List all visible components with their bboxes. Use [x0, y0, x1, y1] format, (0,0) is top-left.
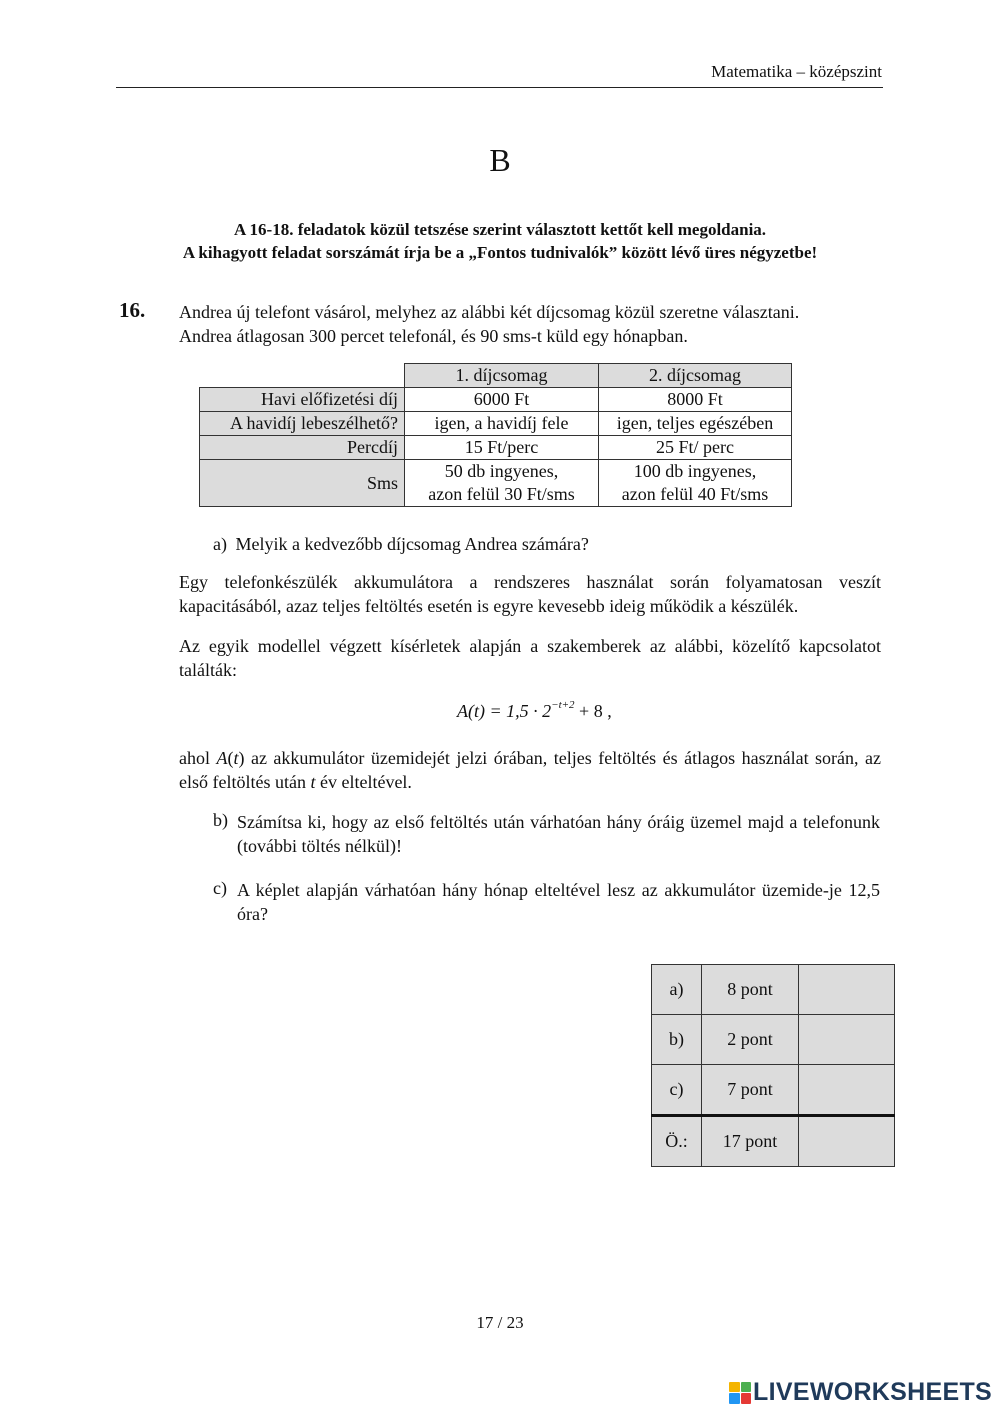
score-row	[652, 965, 895, 1015]
task-number: 16.	[119, 298, 146, 322]
logo-text: LIVEWORKSHEETS	[753, 1378, 992, 1406]
table-cell: 15 Ft/perc	[405, 436, 599, 460]
header-title: Matematika – középszint	[711, 62, 882, 81]
column-header-package-2: 2. díjcsomag	[599, 364, 792, 388]
score-row	[652, 1065, 895, 1116]
def-var: t	[233, 748, 239, 768]
package-table	[199, 363, 792, 507]
score-total-row	[652, 1116, 895, 1167]
score-label: Ö.:	[652, 1116, 702, 1167]
formula	[457, 701, 612, 722]
def-text: ) az akkumulátor üzemidejét jelzi órában, teljes feltöltés és átlagos használat során, az első feltöltés után	[179, 748, 881, 792]
def-text: ahol	[179, 748, 217, 768]
liveworksheets-logo[interactable]	[729, 1378, 992, 1407]
row-header: A havidíj lebeszélhető?	[200, 412, 405, 436]
def-text: (	[227, 748, 234, 768]
row-header: Havi előfizetési díj	[200, 388, 405, 412]
instructions-line-1: A 16-18. feladatok közül tetszése szerint választott kettőt kell megoldania.	[233, 220, 767, 239]
logo-square	[729, 1382, 740, 1393]
table-row	[200, 388, 792, 412]
score-entry-cell[interactable]	[799, 1116, 895, 1167]
instructions	[100, 218, 900, 264]
table-row	[200, 436, 792, 460]
cell-line: azon felül 40 Ft/sms	[621, 484, 769, 504]
score-entry-cell[interactable]	[799, 965, 895, 1015]
question-a	[213, 532, 589, 556]
score-label: b)	[652, 1015, 702, 1065]
cell-line: 50 db ingyenes,	[444, 461, 559, 481]
table-cell: igen, a havidíj fele	[405, 412, 599, 436]
logo-square	[729, 1393, 740, 1404]
header-rule	[116, 87, 883, 88]
cell-line: 100 db ingyenes,	[633, 461, 757, 481]
page-number: 17 / 23	[476, 1313, 524, 1332]
logo-square	[741, 1382, 752, 1393]
paragraph-definition	[179, 746, 881, 794]
logo-squares-icon	[729, 1382, 751, 1404]
score-points: 2 pont	[702, 1015, 799, 1065]
table-cell: 8000 Ft	[599, 388, 792, 412]
score-entry-cell[interactable]	[799, 1015, 895, 1065]
formula-rhs: + 8 ,	[574, 701, 612, 721]
cell-line: azon felül 30 Ft/sms	[428, 484, 575, 504]
table-row	[200, 412, 792, 436]
section-letter: B	[489, 142, 511, 178]
question-a-text: Melyik a kedvezőbb díjcsomag Andrea számára?	[235, 534, 589, 554]
table-cell	[405, 460, 599, 507]
instructions-line-2: A kihagyott feladat sorszámát írja be a „Fontos tudnivalók” között lévő üres négyzetbe!	[182, 243, 818, 262]
logo-square	[741, 1393, 752, 1404]
table-header-row	[200, 364, 792, 388]
intro-line-2: Andrea átlagosan 300 percet telefonál, és 90 sms-t küld egy hónapban.	[179, 326, 688, 346]
table-cell: 6000 Ft	[405, 388, 599, 412]
question-c-text: A képlet alapján várhatóan hány hónap elteltével lesz az akkumulátor üzemide-je 12,5 óra?	[237, 880, 880, 924]
row-header: Percdíj	[200, 436, 405, 460]
score-points: 17 pont	[702, 1116, 799, 1167]
column-header-package-1: 1. díjcsomag	[405, 364, 599, 388]
paragraph-experiment: Az egyik modellel végzett kísérletek alapján a szakemberek az alábbi, közelítő kapcsolatot találták:	[179, 636, 881, 680]
score-label: a)	[652, 965, 702, 1015]
formula-lhs: A(t) = 1,5 · 2	[457, 701, 552, 721]
score-points: 7 pont	[702, 1065, 799, 1116]
task-intro	[179, 300, 884, 348]
table-cell: 25 Ft/ perc	[599, 436, 792, 460]
empty-corner-cell	[200, 364, 405, 388]
table-cell: igen, teljes egészében	[599, 412, 792, 436]
formula-exponent: −t+2	[551, 699, 575, 711]
def-var: t	[310, 772, 316, 792]
score-label: c)	[652, 1065, 702, 1116]
table-row	[200, 460, 792, 507]
question-b-label: b)	[213, 810, 228, 830]
score-points: 8 pont	[702, 965, 799, 1015]
paragraph-battery: Egy telefonkészülék akkumulátora a rendszeres használat során folyamatosan veszít kapacitásából, azaz teljes feltöltés esetén is egyre kevesebb ideig működik a készülék.	[179, 572, 881, 616]
score-entry-cell[interactable]	[799, 1065, 895, 1116]
question-c-label: c)	[213, 878, 227, 898]
score-row	[652, 1015, 895, 1065]
def-func: A	[216, 748, 228, 768]
question-b-text: Számítsa ki, hogy az első feltöltés után várhatóan hány óráig üzemel majd a telefonunk (további töltés nélkül)!	[237, 812, 880, 856]
def-text: év elteltével.	[315, 772, 412, 792]
table-cell	[599, 460, 792, 507]
row-header: Sms	[200, 460, 405, 507]
score-table	[651, 964, 895, 1167]
question-a-label: a)	[213, 534, 227, 554]
intro-line-1: Andrea új telefont vásárol, melyhez az alábbi két díjcsomag közül szeretne választani.	[179, 302, 800, 322]
